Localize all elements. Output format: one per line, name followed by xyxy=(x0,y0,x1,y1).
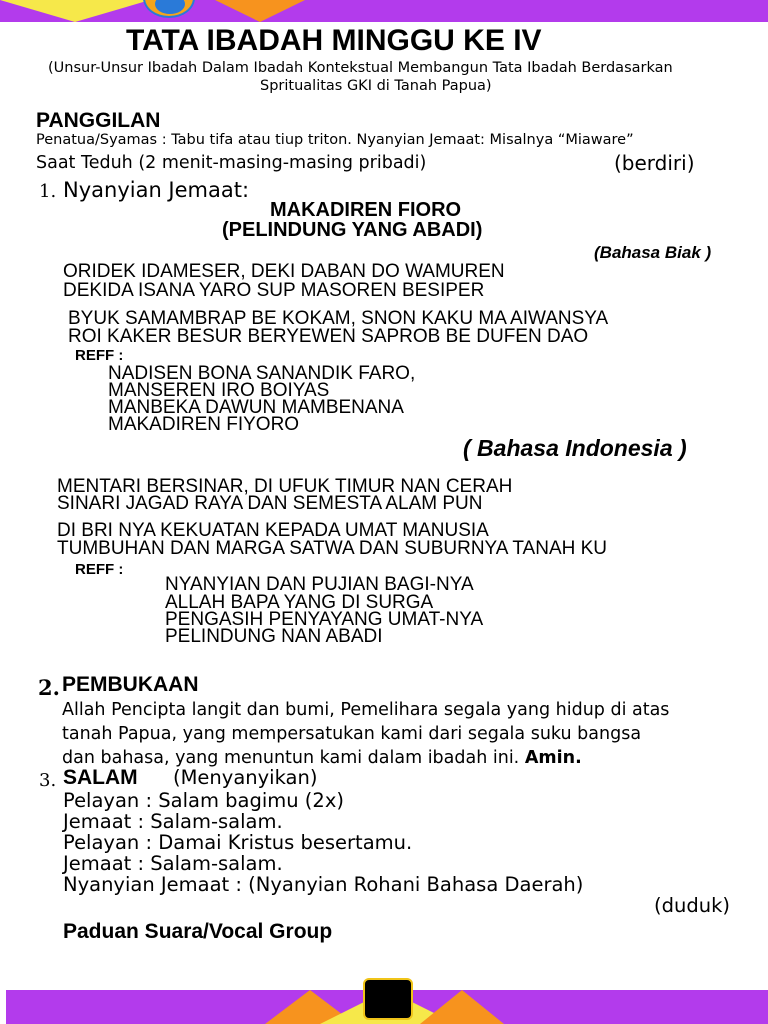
biak-reff-line: MANBEKA DAWUN MAMBENANA xyxy=(108,397,404,418)
biak-verse-line: BYUK SAMAMBRAP BE KOKAM, SNON KAKU MA AIWANSYA xyxy=(68,308,609,329)
indo-verse-line: MENTARI BERSINAR, DI UFUK TIMUR NAN CERAH xyxy=(57,476,513,497)
top-triangle-yellow-left xyxy=(0,0,150,22)
biak-reff-line: MAKADIREN FIYORO xyxy=(108,414,300,435)
subtitle-line-1: (Unsur-Unsur Ibadah Dalam Ibadah Kontekstual Membangun Tata Ibadah Berdasarkan xyxy=(48,60,673,76)
indo-reff-line: PENGASIH PENYAYANG UMAT-NYA xyxy=(165,609,484,630)
salam-line: Pelayan : Damai Kristus besertamu. xyxy=(63,831,413,854)
language-label-indonesia: ( Bahasa Indonesia ) xyxy=(463,435,687,461)
biak-reff-line: MANSEREN IRO BOIYAS xyxy=(108,380,330,401)
biak-verse-line: DEKIDA ISANA YARO SUP MASOREN BESIPER xyxy=(63,280,485,301)
section-1-label: Nyanyian Jemaat: xyxy=(63,178,250,202)
indo-reff-line: ALLAH BAPA YANG DI SURGA xyxy=(165,592,434,613)
biak-verse-line: ORIDEK IDAMESER, DEKI DABAN DO WAMUREN xyxy=(63,261,505,282)
indo-verse-line: SINARI JAGAD RAYA DAN SEMESTA ALAM PUN xyxy=(57,493,483,514)
pembukaan-heading: PEMBUKAAN xyxy=(62,673,199,696)
amin-text: Amin. xyxy=(524,748,582,768)
black-badge-icon xyxy=(363,978,413,1020)
salam-line: Jemaat : Salam-salam. xyxy=(63,852,283,875)
panggilan-heading: PANGGILAN xyxy=(36,109,161,132)
reff-label-biak: REFF : xyxy=(75,347,124,364)
section-3-number: 3. xyxy=(39,770,57,791)
song-title: MAKADIREN FIORO xyxy=(270,199,462,221)
panggilan-line-2: Saat Teduh (2 menit-masing-masing pribadi) xyxy=(36,153,427,173)
pembukaan-line: tanah Papua, yang mempersatukan kami dari segala suku bangsa xyxy=(62,724,642,744)
panggilan-line-1: Penatua/Syamas : Tabu tifa atau tiup triton. Nyanyian Jemaat: Misalnya “Miaware” xyxy=(36,132,634,148)
indo-verse-line: DI BRI NYA KEKUATAN KEPADA UMAT MANUSIA xyxy=(57,520,489,541)
berdiri-note: (berdiri) xyxy=(614,151,695,175)
salam-line: Pelayan : Salam bagimu (2x) xyxy=(63,789,344,812)
subtitle-line-2: Spritualitas GKI di Tanah Papua) xyxy=(260,78,492,94)
indo-verse-line: TUMBUHAN DAN MARGA SATWA DAN SUBURNYA TANAH KU xyxy=(57,538,608,559)
top-triangle-orange xyxy=(215,0,305,22)
biak-verse-line: ROI KAKER BESUR BERYEWEN SAPROB BE DUFEN DAO xyxy=(68,326,589,347)
language-label-biak: (Bahasa Biak ) xyxy=(594,243,712,262)
salam-heading: SALAM xyxy=(63,766,138,789)
bottom-triangle-orange-right xyxy=(420,990,504,1024)
salam-note: (Menyanyikan) xyxy=(173,766,318,789)
paduan-suara-heading: Paduan Suara/Vocal Group xyxy=(63,920,333,943)
top-triangle-decor xyxy=(0,0,768,22)
reff-label-indonesia: REFF : xyxy=(75,561,124,578)
section-2-number: 2. xyxy=(38,675,60,700)
salam-line: Nyanyian Jemaat : (Nyanyian Rohani Bahasa Daerah) xyxy=(63,873,584,896)
indo-reff-line: PELINDUNG NAN ABADI xyxy=(165,626,383,647)
pembukaan-line: Allah Pencipta langit dan bumi, Pemelihara segala yang hidup di atas xyxy=(62,700,670,720)
indo-reff-line: NYANYIAN DAN PUJIAN BAGI-NYA xyxy=(165,574,474,595)
salam-line: Jemaat : Salam-salam. xyxy=(63,810,283,833)
song-subtitle: (PELINDUNG YANG ABADI) xyxy=(222,219,483,241)
section-1-number: 1. xyxy=(39,181,57,202)
pembukaan-line-last: dan bahasa, yang menuntun kami dalam ibadah ini. Amin. xyxy=(62,748,582,768)
page-title: TATA IBADAH MINGGU KE IV xyxy=(126,24,542,57)
biak-reff-line: NADISEN BONA SANANDIK FARO, xyxy=(108,363,416,384)
duduk-note: (duduk) xyxy=(654,894,730,917)
